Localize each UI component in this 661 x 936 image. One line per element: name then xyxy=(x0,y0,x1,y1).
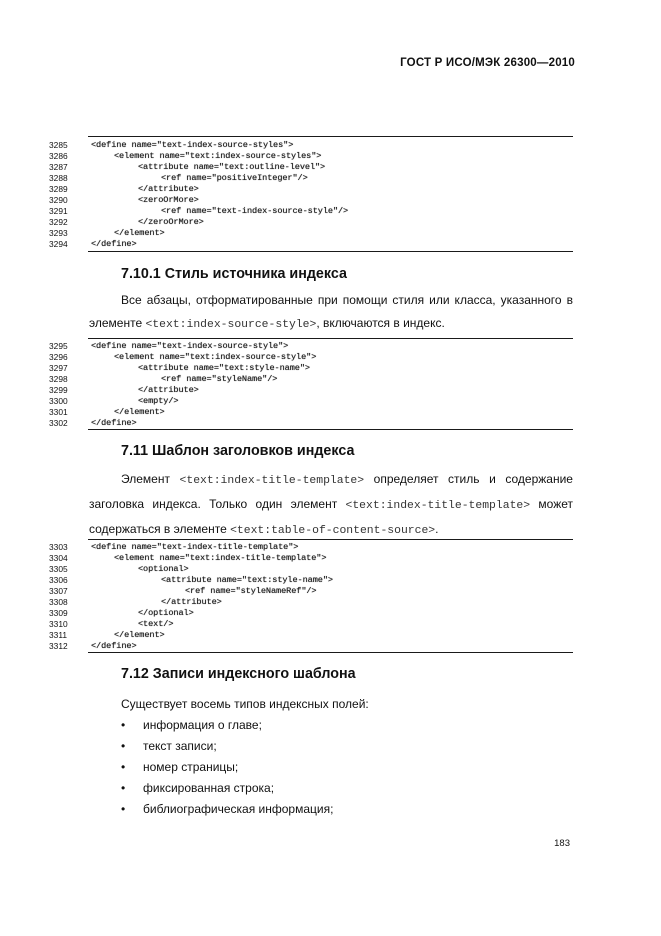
text-run: может xyxy=(530,497,573,511)
line-number: 3308 xyxy=(49,597,68,607)
list-item-text: информация о главе; xyxy=(143,718,262,732)
line-number: 3295 xyxy=(49,341,68,351)
section-heading-7-10-1: 7.10.1 Стиль источника индекса xyxy=(121,266,347,282)
code-block-top-rule xyxy=(88,338,573,339)
line-number: 3292 xyxy=(49,217,68,227)
text-run: заголовка индекса. Только один элемент xyxy=(89,497,346,511)
list-intro: Существует восемь типов индексных полей: xyxy=(121,697,369,711)
line-number: 3298 xyxy=(49,374,68,384)
code-text: </element> xyxy=(114,407,165,417)
line-number: 3311 xyxy=(49,630,68,640)
list-item xyxy=(121,802,551,822)
inline-code: <text:index-title-template> xyxy=(345,500,531,512)
paragraph-line: Все абзацы, отформатированные при помощи стиля или класса, указанного в xyxy=(121,293,573,307)
code-line xyxy=(0,619,661,629)
code-line xyxy=(0,608,661,618)
list-item xyxy=(121,760,551,780)
code-line xyxy=(0,586,661,596)
code-text: </attribute> xyxy=(138,385,199,395)
line-number: 3310 xyxy=(49,619,68,629)
line-number: 3307 xyxy=(49,586,68,596)
text-run: , включаются в индекс. xyxy=(316,316,445,330)
line-number: 3301 xyxy=(49,407,68,417)
code-line xyxy=(0,407,661,417)
code-line xyxy=(0,553,661,563)
paragraph-7-11 xyxy=(89,468,573,543)
code-text: <ref name="styleName"/> xyxy=(161,374,278,384)
code-line xyxy=(0,352,661,362)
line-number: 3290 xyxy=(49,195,68,205)
list-item xyxy=(121,739,551,759)
code-line xyxy=(0,542,661,552)
line-number: 3306 xyxy=(49,575,68,585)
line-number: 3300 xyxy=(49,396,68,406)
code-line xyxy=(0,228,661,238)
code-line xyxy=(0,217,661,227)
line-number: 3303 xyxy=(49,542,68,552)
code-line xyxy=(0,418,661,428)
line-number: 3305 xyxy=(49,564,68,574)
code-text: </define> xyxy=(91,418,137,428)
text-run: определяет стиль и содержание xyxy=(364,472,573,486)
code-text: <zeroOrMore> xyxy=(138,195,199,205)
code-line xyxy=(0,630,661,640)
code-line xyxy=(0,341,661,351)
code-text: <define name="text-index-source-styles"> xyxy=(91,140,294,150)
code-text: <define name="text-index-title-template"> xyxy=(91,542,299,552)
inline-code: <text:table-of-content-source> xyxy=(230,525,436,537)
code-text: <define name="text-index-source-style"> xyxy=(91,341,289,351)
bullet-icon: • xyxy=(121,739,126,753)
code-text: <ref name="styleNameRef"/> xyxy=(185,586,317,596)
code-line xyxy=(0,597,661,607)
code-line xyxy=(0,151,661,161)
text-run: Элемент xyxy=(121,472,180,486)
code-text: </define> xyxy=(91,239,137,249)
list-item-text: текст записи; xyxy=(143,739,217,753)
code-text: <attribute name="text:outline-level"> xyxy=(138,162,326,172)
code-text: </attribute> xyxy=(138,184,199,194)
code-block-bottom-rule xyxy=(88,652,573,653)
list-item-text: фиксированная строка; xyxy=(143,781,275,795)
code-text: </zeroOrMore> xyxy=(138,217,204,227)
code-text: </optional> xyxy=(138,608,194,618)
inline-code: <text:index-source-style> xyxy=(145,319,317,331)
bullet-icon: • xyxy=(121,781,126,795)
code-block-top-rule xyxy=(88,136,573,137)
list-item-text: библиографическая информация; xyxy=(143,802,334,816)
code-text: </element> xyxy=(114,228,165,238)
code-line xyxy=(0,140,661,150)
code-text: <ref name="positiveInteger"/> xyxy=(161,173,308,183)
line-number: 3287 xyxy=(49,162,68,172)
line-number: 3309 xyxy=(49,608,68,618)
page-header-title: ГОСТ Р ИСО/МЭК 26300—2010 xyxy=(400,57,575,69)
paragraph-line xyxy=(89,312,573,337)
code-text: <empty/> xyxy=(138,396,179,406)
code-block-bottom-rule xyxy=(88,429,573,430)
paragraph-line xyxy=(89,468,573,493)
text-run: содержаться в элементе xyxy=(89,522,231,536)
line-number: 3312 xyxy=(49,641,68,651)
code-line xyxy=(0,173,661,183)
inline-code: <text:index-title-template> xyxy=(179,475,365,487)
code-text: <ref name="text-index-source-style"/> xyxy=(161,206,349,216)
code-line xyxy=(0,184,661,194)
line-number: 3286 xyxy=(49,151,68,161)
code-line xyxy=(0,374,661,384)
code-block-bottom-rule xyxy=(88,251,573,252)
code-line xyxy=(0,206,661,216)
list-item-text: номер страницы; xyxy=(143,760,239,774)
text-run: элементе xyxy=(89,316,146,330)
section-heading-7-12: 7.12 Записи индексного шаблона xyxy=(121,666,356,682)
code-text: <element name="text:index-source-styles"> xyxy=(114,151,322,161)
paragraph-line xyxy=(89,493,573,518)
paragraph-7-10-1 xyxy=(89,289,573,337)
list-item xyxy=(121,781,551,801)
line-number: 3291 xyxy=(49,206,68,216)
code-line xyxy=(0,564,661,574)
code-line xyxy=(0,575,661,585)
code-line xyxy=(0,195,661,205)
code-line xyxy=(0,363,661,373)
line-number: 3294 xyxy=(49,239,68,249)
bullet-icon: • xyxy=(121,718,126,732)
line-number: 3296 xyxy=(49,352,68,362)
bullet-icon: • xyxy=(121,760,126,774)
page-number: 183 xyxy=(554,838,570,849)
code-line xyxy=(0,385,661,395)
line-number: 3304 xyxy=(49,553,68,563)
code-line xyxy=(0,239,661,249)
list-item xyxy=(121,718,551,738)
line-number: 3302 xyxy=(49,418,68,428)
code-line xyxy=(0,162,661,172)
code-text: <element name="text:index-source-style"> xyxy=(114,352,317,362)
line-number: 3285 xyxy=(49,140,68,150)
code-text: <element name="text:index-title-template"> xyxy=(114,553,327,563)
code-text: </attribute> xyxy=(161,597,222,607)
code-text: <attribute name="text:style-name"> xyxy=(138,363,310,373)
bullet-icon: • xyxy=(121,802,126,816)
code-text: </define> xyxy=(91,641,137,651)
code-text: <optional> xyxy=(138,564,189,574)
line-number: 3299 xyxy=(49,385,68,395)
line-number: 3288 xyxy=(49,173,68,183)
code-text: </element> xyxy=(114,630,165,640)
line-number: 3297 xyxy=(49,363,68,373)
code-block-top-rule xyxy=(88,539,573,540)
text-run: . xyxy=(435,522,439,536)
code-text: <text/> xyxy=(138,619,174,629)
code-line xyxy=(0,641,661,651)
code-text: <attribute name="text:style-name"> xyxy=(161,575,333,585)
code-line xyxy=(0,396,661,406)
line-number: 3293 xyxy=(49,228,68,238)
line-number: 3289 xyxy=(49,184,68,194)
section-heading-7-11: 7.11 Шаблон заголовков индекса xyxy=(121,443,355,459)
